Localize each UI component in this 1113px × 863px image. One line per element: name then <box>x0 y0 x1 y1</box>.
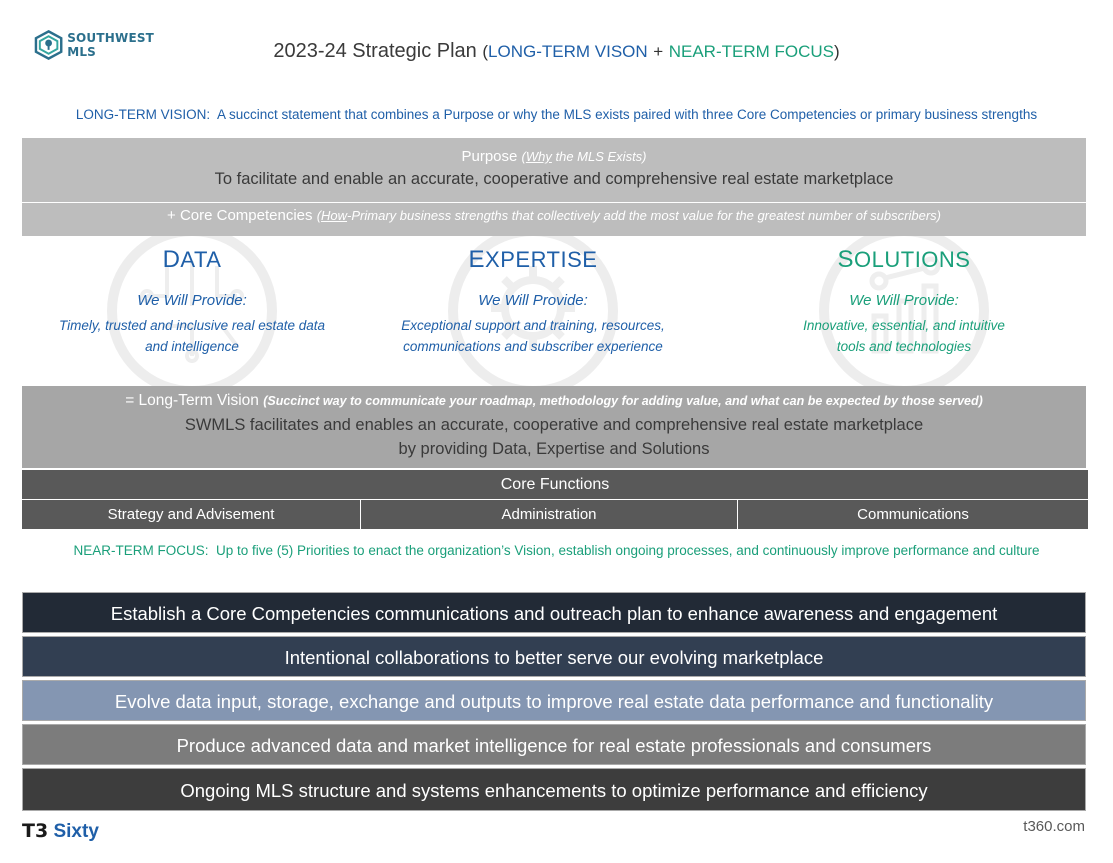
page-title <box>0 40 1113 63</box>
competency-solutions-desc-line2: tools and technologies <box>836 339 972 354</box>
competency-expertise <box>363 236 703 386</box>
near-term-label: NEAR-TERM FOCUS: <box>73 543 209 558</box>
core-competencies-how: How <box>321 208 348 223</box>
competency-data-rest: ATA <box>180 247 222 272</box>
competency-data-desc-line1: Timely, trusted and inclusive real estate data <box>58 318 325 333</box>
footer-brand-sixty: Sixty <box>53 821 99 842</box>
long-term-vision-line1: SWMLS facilitates and enables an accurate, cooperative and comprehensive real estate marketplace <box>184 416 924 434</box>
t3-sixty-logo <box>22 820 99 843</box>
competency-solutions-provide: We Will Provide: <box>849 292 959 309</box>
core-competencies-label: + Core Competencies <box>167 207 313 224</box>
competency-data-desc-line2: and intelligence <box>145 339 239 354</box>
core-competencies-box <box>22 203 1086 236</box>
core-function-communications: Communications <box>738 500 1088 529</box>
title-near-term: NEAR-TERM FOCUS <box>668 42 834 61</box>
purpose-heading <box>22 148 1086 165</box>
near-term-focus-intro <box>40 540 1073 561</box>
competency-solutions-desc-line1: Innovative, essential, and intuitive <box>803 318 1005 333</box>
purpose-box <box>22 138 1086 202</box>
competency-expertise-title <box>363 246 703 274</box>
core-functions-header: Core Functions <box>22 470 1088 499</box>
long-term-vision-intro <box>0 107 1113 122</box>
long-term-vision-box-label: = Long-Term Vision <box>125 392 259 409</box>
footer-brand-t3: T3 <box>22 820 49 842</box>
competency-solutions-desc <box>734 315 1074 357</box>
competency-data-provide: We Will Provide: <box>137 292 247 309</box>
core-function-administration: Administration <box>361 500 737 529</box>
competency-solutions-initial: S <box>837 246 855 273</box>
long-term-vision-text: A succinct statement that combines a Purpose or why the MLS exists paired with three Core Competencies or primary business strengths <box>216 107 1038 122</box>
core-competencies-paren: ( <box>316 208 322 223</box>
long-term-vision-statement <box>22 413 1086 461</box>
competency-solutions <box>734 236 1074 386</box>
competency-expertise-provide: We Will Provide: <box>478 292 588 309</box>
title-paren-close: ) <box>834 42 840 61</box>
priority-5: Ongoing MLS structure and systems enhancements to optimize performance and efficiency <box>22 768 1086 811</box>
near-term-text: Up to five (5) Priorities to enact the organization’s Vision, establish ongoing processes, and continuously improve performance and culture <box>216 543 1040 558</box>
title-paren-open: ( <box>482 42 489 61</box>
purpose-why: Why <box>525 149 552 164</box>
priority-2: Intentional collaborations to better serve our evolving marketplace <box>22 636 1086 677</box>
priority-3: Evolve data input, storage, exchange and outputs to improve real estate data performance and functionality <box>22 680 1086 721</box>
core-competencies-how-rest: -Primary business strengths that collectively add the most value for the greatest number of subscribers) <box>347 208 941 223</box>
core-function-strategy: Strategy and Advisement <box>22 500 360 529</box>
priority-4: Produce advanced data and market intelligence for real estate professionals and consumers <box>22 724 1086 765</box>
core-functions-row <box>22 500 1088 529</box>
competency-solutions-title <box>734 246 1074 274</box>
logo-text: SOUTHWEST MLS <box>67 31 155 59</box>
competency-expertise-desc-line1: Exceptional support and training, resources, <box>401 318 665 333</box>
competency-data <box>22 236 362 386</box>
purpose-why-rest: the MLS Exists) <box>551 149 647 164</box>
priority-1: Establish a Core Competencies communications and outreach plan to enhance awareness and engagement <box>22 592 1086 633</box>
title-plus: + <box>653 42 664 61</box>
competency-expertise-desc-line2: communications and subscriber experience <box>403 339 663 354</box>
title-long-term: LONG-TERM VISON <box>488 42 648 61</box>
long-term-vision-line2: by providing Data, Expertise and Solutions <box>398 440 710 458</box>
competency-data-initial: D <box>162 246 181 273</box>
long-term-vision-label: LONG-TERM VISION: <box>75 107 211 122</box>
long-term-vision-heading <box>22 392 1086 410</box>
competency-data-title <box>22 246 362 274</box>
competency-expertise-desc <box>363 315 703 357</box>
long-term-vision-box-note: (Succinct way to communicate your roadmap, methodology for adding value, and what can be expected by those served) <box>263 394 983 408</box>
long-term-vision-box <box>22 386 1086 468</box>
competency-expertise-rest: XPERTISE <box>485 247 598 272</box>
competency-expertise-initial: E <box>468 246 486 273</box>
purpose-label: Purpose <box>461 148 518 165</box>
competency-solutions-rest: OLUTIONS <box>854 247 971 272</box>
footer-url: t360.com <box>1023 818 1085 835</box>
title-main: 2023-24 Strategic Plan <box>273 40 477 62</box>
competency-data-desc <box>22 315 362 357</box>
purpose-paren: ( <box>521 149 526 164</box>
purpose-statement: To facilitate and enable an accurate, cooperative and comprehensive real estate marketplace <box>214 170 894 188</box>
